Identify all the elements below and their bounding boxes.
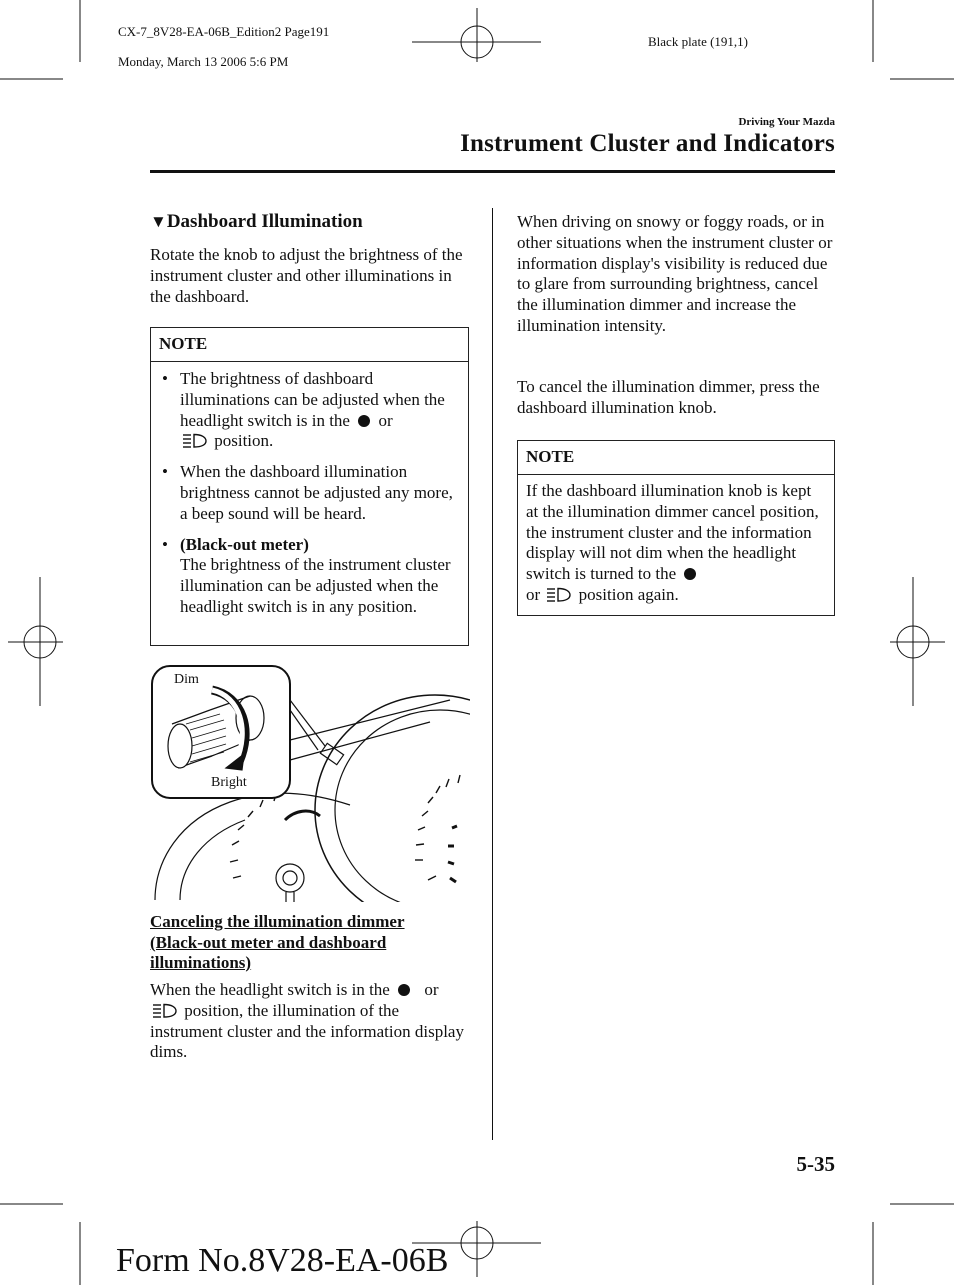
canceling-subheading: Canceling the illumination dimmer (Black-out meter and dashboard illuminations)	[150, 912, 405, 972]
note-box-left	[150, 327, 469, 646]
illumination-knob-figure	[150, 660, 470, 902]
page-title: Instrument Cluster and Indicators	[460, 130, 835, 157]
file-info-line2: Monday, March 13 2006 5:6 PM	[118, 54, 289, 69]
bullet-icon: •	[162, 462, 168, 482]
form-number: Form No.8V28-EA-06B	[116, 1242, 449, 1279]
bullet-icon: •	[162, 369, 168, 388]
intro-paragraph: Rotate the knob to adjust the brightness of the instrument cluster and other illuminations in the dashboard.	[150, 245, 463, 306]
note-item: • (Black-out meter) The brightness of the instrument cluster illumination can be adjusted when the headlight switch is in any position.	[162, 534, 451, 616]
section-heading	[150, 211, 363, 233]
page-number: 5-35	[796, 1152, 835, 1176]
section-name: Driving Your Mazda	[738, 116, 835, 128]
note-item: • The brightness of dashboard illuminations can be adjusted when the headlight switch is in the or position.	[162, 369, 445, 451]
canceling-paragraph: When the headlight switch is in the or position, the illumination of the instrument cluster and the information display dims.	[150, 980, 464, 1062]
parking-light-icon	[398, 984, 410, 996]
bullet-icon: •	[162, 534, 168, 554]
dim-label: Dim	[174, 672, 199, 687]
file-info	[118, 9, 418, 84]
heading-text: Dashboard Illumination	[166, 211, 363, 232]
column-divider	[492, 208, 493, 1140]
parking-light-icon	[358, 415, 370, 427]
heading-marker-icon: ▼	[150, 212, 167, 231]
file-info-line1: CX-7_8V28-EA-06B_Edition2 Page191	[118, 24, 330, 39]
plate-label: Black plate (191,1)	[648, 34, 748, 49]
bright-label: Bright	[211, 775, 247, 790]
right-paragraph-1: When driving on snowy or foggy roads, or in other situations when the instrument cluster or information display's visibility is reduced due to glare from surrounding brightness, cancel the illumination dimmer and increase the illumination intensity.	[517, 212, 833, 335]
headlight-icon	[182, 433, 208, 448]
headlight-icon	[152, 1003, 178, 1018]
note-label: NOTE	[518, 441, 834, 475]
title-rule	[150, 170, 835, 173]
note-box-right: NOTE If the dashboard illumination knob is kept at the illumination dimmer cancel position, the instrument cluster and the information display will not dim when the headlight switch is turned to the or position again.	[517, 440, 835, 616]
parking-light-icon	[684, 568, 696, 580]
headlight-icon	[546, 587, 572, 602]
note-item: • When the dashboard illumination brightness cannot be adjusted any more, a beep sound will be heard.	[162, 462, 453, 523]
right-paragraph-2: To cancel the illumination dimmer, press the dashboard illumination knob.	[517, 377, 820, 417]
note-label: NOTE	[151, 328, 468, 362]
